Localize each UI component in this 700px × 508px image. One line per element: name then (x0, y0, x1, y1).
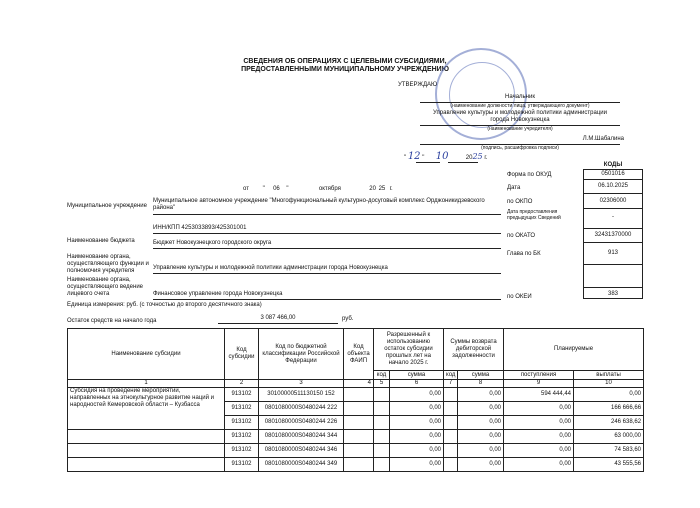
code-okud: 0501016 (601, 171, 625, 177)
approver-position: Начальник (505, 94, 535, 100)
approval-date-day: 12 (407, 151, 421, 162)
report-date: от " 06 " октября 20 25 г. (243, 186, 393, 192)
col-number: 1 (68, 380, 225, 388)
title-line-2: ПРЕДОСТАВЛЕННЫМИ МУНИЦИПАЛЬНОМУ УЧРЕЖДЕНИЮ (241, 66, 449, 73)
header-bk: Код по бюджетной классификации Российской Федерации (259, 329, 344, 380)
label-okud: Форма по ОКУД (507, 172, 552, 178)
approval-year-prefix: 20 (465, 155, 473, 161)
row-receivable-sum: 0,00 (458, 444, 504, 458)
header-code: Код субсидии (225, 329, 259, 380)
header-permitted-sum: сумма (390, 371, 444, 380)
row-receivable-sum: 0,00 (458, 416, 504, 430)
approval-date: " 12 " 10 2025 г. (404, 151, 488, 162)
row-bk: 0801080000S0480244 226 (259, 416, 344, 430)
approval-date-month: 10 (435, 151, 449, 162)
row-receivable-sum: 0,00 (458, 402, 504, 416)
table-row (68, 430, 644, 444)
row-bk: 0801080000S0480244 222 (259, 402, 344, 416)
report-date-day: 06 (273, 186, 280, 192)
label-glava-bk: Глава по БК (507, 251, 541, 257)
label-date: Дата (507, 185, 521, 191)
header-planned: Планируемые (504, 329, 644, 371)
row-income: 594 444,44 (504, 388, 574, 402)
row-permitted-sum: 0,00 (390, 388, 444, 402)
label-okei: по ОКЕИ (507, 294, 532, 300)
position-caption: (наименование должности лица, утверждающего документ) (450, 103, 590, 109)
code-date: 06.10.2025 (597, 183, 629, 189)
subsidy-name: Субсидия на проведение мероприятий, направленных на этнокультурное развитие наций и народностей Кемеровской области – Кузбасса (68, 388, 225, 430)
balance-value: 3 087 466,00 (260, 315, 296, 321)
label-prev-date: Дата предоставления предыдущих Сведений (507, 209, 561, 221)
row-code: 913102 (225, 444, 259, 458)
row-payments: 246 638,62 (574, 416, 644, 430)
row-code: 913102 (225, 430, 259, 444)
document-title (230, 58, 460, 74)
col-number: 8 (458, 380, 504, 388)
code-prev-date: - (612, 214, 614, 220)
date-from: от (243, 186, 249, 192)
row-payments: 0,00 (574, 388, 644, 402)
code-okato: 32431370000 (594, 232, 632, 238)
row-code: 913102 (225, 402, 259, 416)
row-receivable-sum: 0,00 (458, 388, 504, 402)
row-code: 913102 (225, 388, 259, 402)
row-permitted-sum: 0,00 (390, 402, 444, 416)
header-permitted: Разрешенный к использованию остаток субсидии прошлых лет на начало 2025 г. (374, 329, 444, 371)
row-receivable-sum: 0,00 (458, 430, 504, 444)
row-payments: 63 000,00 (574, 430, 644, 444)
org-caption: (наименование учредителя) (487, 126, 553, 132)
col-number: 7 (444, 380, 458, 388)
balance-label: Остаток средств на начало года (67, 318, 157, 324)
codes-header: КОДЫ (603, 162, 623, 168)
label-okato: по ОКАТО (507, 233, 536, 239)
col-number: 3 (259, 380, 344, 388)
unit-label: Единица измерения: руб. (с точностью до второго десятичного знака) (67, 302, 262, 308)
row-payments: 166 666,66 (574, 402, 644, 416)
row-income: 0,00 (504, 458, 574, 472)
row-income: 0,00 (504, 444, 574, 458)
code-glava-bk: 913 (607, 250, 618, 256)
row-permitted-sum: 0,00 (390, 430, 444, 444)
approval-date-suffix: г. (484, 155, 488, 161)
account-label: Наименование органа, осуществляющего ведение лицевого счета (67, 277, 144, 297)
code-okpo: 02306000 (599, 198, 627, 204)
signer-caption: (подпись, расшифровка подписи) (481, 145, 559, 151)
report-date-year: 25 (378, 186, 386, 192)
founder-org-line-1: Управление культуры и молодежной политики администрации (433, 110, 607, 116)
col-number: 5 (374, 380, 390, 388)
founder-value: Управление культуры и молодежной политики администрации города Новокузнецка (153, 265, 388, 271)
row-code: 913102 (225, 458, 259, 472)
col-number: 4 (344, 380, 374, 388)
row-bk: 30100000511130150 152 (259, 388, 344, 402)
table-row (68, 444, 644, 458)
row-income: 0,00 (504, 416, 574, 430)
header-name: Наименование субсидии (68, 329, 225, 380)
row-bk: 0801080000S0480244 344 (259, 430, 344, 444)
row-receivable-sum: 0,00 (458, 458, 504, 472)
approve-label: УТВЕРЖДАЮ (398, 82, 438, 88)
label-okpo: по ОКПО (507, 199, 533, 205)
row-bk: 0801080000S0480244 346 (259, 444, 344, 458)
col-number: 6 (390, 380, 444, 388)
approval-date-year: 25 (472, 152, 483, 161)
header-receivable: Суммы возврата дебиторской задолженности (444, 329, 504, 371)
founder-org-line-2: города Новокузнецка (490, 117, 550, 123)
founder-label: Наименование органа, осуществляющего функции и полномочия учредителя (67, 254, 149, 274)
account-value: Финансовое управление города Новокузнецка (153, 291, 283, 297)
row-payments: 74 583,60 (574, 444, 644, 458)
report-year-prefix: 20 (369, 186, 376, 192)
report-date-suffix: г. (389, 186, 393, 192)
table-row (68, 388, 644, 402)
row-income: 0,00 (504, 430, 574, 444)
col-number: 9 (504, 380, 574, 388)
header-receivable-sum: сумма (458, 371, 504, 380)
row-permitted-sum: 0,00 (390, 444, 444, 458)
row-bk: 0801080000S0480244 349 (259, 458, 344, 472)
budget-value: Бюджет Новокузнецкого городского округа (153, 240, 272, 246)
row-permitted-sum: 0,00 (390, 458, 444, 472)
header-faip: Код объекта ФАИП (344, 329, 374, 380)
row-income: 0,00 (504, 402, 574, 416)
header-payments: выплаты (574, 371, 644, 380)
table-row (68, 458, 644, 472)
header-permitted-code: код (374, 371, 390, 380)
title-line-1: СВЕДЕНИЯ ОБ ОПЕРАЦИЯХ С ЦЕЛЕВЫМИ СУБСИДИЯМИ, (243, 58, 447, 65)
col-number: 10 (574, 380, 644, 388)
row-payments: 43 555,56 (574, 458, 644, 472)
row-code: 913102 (225, 416, 259, 430)
budget-label: Наименование бюджета (67, 238, 135, 244)
inn-kpp: ИНН/КПП 4253033893/425301001 (153, 225, 247, 231)
subsidy-table (67, 328, 644, 472)
col-number: 2 (225, 380, 259, 388)
signer-name: Л.М.Шабалина (582, 136, 624, 142)
report-date-month: октября (318, 186, 341, 192)
header-receivable-code: код (444, 371, 458, 380)
header-income: поступления (504, 371, 574, 380)
institution-value: Муниципальное автономное учреждение "Многофункциональный культурно-досуговый комплекс Орджоникидзевского района" (153, 198, 485, 211)
code-okei: 383 (607, 291, 618, 297)
balance-unit: руб. (342, 316, 354, 322)
institution-label: Муниципальное учреждение (67, 203, 147, 209)
row-permitted-sum: 0,00 (390, 416, 444, 430)
